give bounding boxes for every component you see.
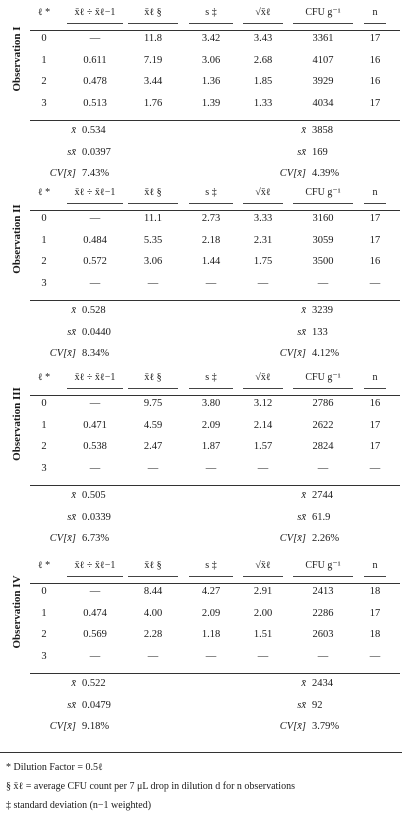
table-cell-s: 3.42 bbox=[201, 33, 221, 44]
column-header-sqrt: √x̄ℓ bbox=[255, 187, 271, 198]
column-header-n: n bbox=[372, 372, 378, 383]
table-cell-xbar: 5.35 bbox=[143, 234, 163, 246]
stat-label-cv-right: CV[x̄] bbox=[279, 168, 306, 179]
stat-label-se-right: sx̄ bbox=[297, 511, 306, 523]
table-cell-s: 3.06 bbox=[201, 54, 221, 66]
column-header-ratio: x̄ℓ ÷ x̄ℓ−1 bbox=[74, 560, 116, 571]
header-underline-sqrt bbox=[243, 576, 283, 577]
table-cell-ratio: 0.538 bbox=[83, 441, 107, 452]
table-cell-n: — bbox=[369, 462, 381, 474]
table-cell-n: 17 bbox=[369, 419, 381, 431]
stat-value-mean-right: 3858 bbox=[312, 125, 333, 136]
table-cell-cfu: 3500 bbox=[312, 256, 334, 267]
stat-label-se-left: sx̄ bbox=[67, 326, 76, 338]
stat-label-mean-right: x̄ bbox=[301, 125, 306, 136]
table-cell-ell: 1 bbox=[41, 419, 47, 431]
stat-value-se-left: 0.0479 bbox=[82, 699, 111, 711]
data-bottom-rule bbox=[30, 485, 400, 486]
header-underline-sqrt bbox=[243, 388, 283, 389]
column-header-xbar: x̄ℓ § bbox=[144, 187, 162, 198]
column-header-xbar: x̄ℓ § bbox=[144, 7, 162, 18]
table-cell-cfu: 2622 bbox=[312, 419, 334, 431]
table-cell-ratio: 0.474 bbox=[83, 607, 107, 619]
column-header-xbar: x̄ℓ § bbox=[144, 560, 162, 571]
table-cell-cfu: 3059 bbox=[312, 234, 334, 246]
column-header-s: s ‡ bbox=[205, 7, 217, 18]
table-cell-cfu: 3929 bbox=[312, 76, 334, 87]
table-cell-ratio: 0.611 bbox=[83, 54, 107, 66]
stat-label-cv-left: CV[x̄] bbox=[49, 348, 76, 359]
header-underline-cfu bbox=[293, 203, 353, 204]
table-cell-ell: 0 bbox=[41, 213, 47, 224]
stat-value-se-left: 0.0339 bbox=[82, 511, 111, 523]
header-underline-n bbox=[364, 23, 386, 24]
data-top-rule bbox=[30, 583, 400, 584]
stat-label-cv-right: CV[x̄] bbox=[279, 533, 306, 544]
table-cell-ell: 3 bbox=[41, 97, 47, 109]
table-cell-sqrt: 2.68 bbox=[253, 54, 273, 66]
table-cell-ell: 0 bbox=[41, 398, 47, 409]
stat-label-se-left: sx̄ bbox=[67, 146, 76, 158]
table-cell-ratio: — bbox=[89, 277, 101, 289]
data-bottom-rule bbox=[30, 300, 400, 301]
table-cell-s: 1.18 bbox=[201, 629, 221, 640]
column-header-ratio: x̄ℓ ÷ x̄ℓ−1 bbox=[74, 187, 116, 198]
table-cell-sqrt: 1.57 bbox=[253, 441, 273, 452]
table-cell-xbar: 2.47 bbox=[143, 441, 163, 452]
column-header-ell: ℓ * bbox=[37, 7, 51, 18]
table-cell-s: 2.09 bbox=[201, 607, 221, 619]
header-underline-xbar bbox=[128, 576, 178, 577]
table-cell-sqrt: 1.33 bbox=[253, 97, 273, 109]
table-cell-s: 4.27 bbox=[201, 586, 221, 597]
stat-label-se-left: sx̄ bbox=[67, 511, 76, 523]
table-cell-ell: 1 bbox=[41, 54, 47, 66]
stat-value-cv-left: 9.18% bbox=[82, 721, 110, 732]
table-cell-cfu: 4107 bbox=[312, 54, 334, 66]
table-cell-ell: 3 bbox=[41, 277, 47, 289]
header-underline-n bbox=[364, 388, 386, 389]
table-cell-s: 2.09 bbox=[201, 419, 221, 431]
table-cell-xbar: 2.28 bbox=[143, 629, 163, 640]
stat-value-cv-right: 4.39% bbox=[312, 168, 340, 179]
stat-value-mean-right: 2434 bbox=[312, 678, 333, 689]
table-cell-n: 17 bbox=[369, 441, 381, 452]
data-bottom-rule bbox=[30, 673, 400, 674]
observation-label: Observation IV bbox=[11, 575, 23, 649]
stat-value-mean-right: 3239 bbox=[312, 305, 333, 316]
table-cell-ratio: 0.471 bbox=[83, 419, 107, 431]
column-header-n: n bbox=[372, 560, 378, 571]
stat-label-cv-left: CV[x̄] bbox=[49, 533, 76, 544]
table-cell-ratio: — bbox=[89, 33, 101, 44]
table-cell-s: — bbox=[205, 277, 217, 289]
header-underline-sqrt bbox=[243, 203, 283, 204]
table-cell-n: 17 bbox=[369, 97, 381, 109]
table-cell-ell: 2 bbox=[41, 441, 47, 452]
data-top-rule bbox=[30, 30, 400, 31]
observation-label: Observation II bbox=[11, 204, 23, 274]
table-cell-ell: 3 bbox=[41, 650, 47, 662]
column-header-n: n bbox=[372, 7, 378, 18]
table-cell-ratio: 0.478 bbox=[83, 76, 107, 87]
table-cell-ell: 2 bbox=[41, 256, 47, 267]
stat-label-mean-left: x̄ bbox=[71, 125, 76, 136]
table-cell-cfu: 3361 bbox=[312, 33, 334, 44]
table-cell-cfu: — bbox=[317, 650, 329, 662]
table-cell-ell: 0 bbox=[41, 586, 47, 597]
header-underline-ratio bbox=[67, 23, 123, 24]
table-cell-xbar: 4.59 bbox=[143, 419, 163, 431]
stat-value-mean-left: 0.534 bbox=[82, 125, 106, 136]
table-cell-sqrt: 3.12 bbox=[253, 398, 273, 409]
table-cell-n: 18 bbox=[369, 586, 381, 597]
table-cell-sqrt: 2.31 bbox=[253, 234, 273, 246]
table-cell-ratio: — bbox=[89, 213, 101, 224]
column-header-cfu: CFU g⁻¹ bbox=[305, 7, 341, 18]
stat-value-se-right: 169 bbox=[312, 146, 328, 158]
table-cell-sqrt: — bbox=[257, 277, 269, 289]
stat-label-mean-left: x̄ bbox=[71, 305, 76, 316]
stat-label-cv-left: CV[x̄] bbox=[49, 721, 76, 732]
stat-label-mean-left: x̄ bbox=[71, 490, 76, 501]
header-underline-n bbox=[364, 576, 386, 577]
table-cell-ratio: 0.513 bbox=[83, 97, 107, 109]
stat-label-mean-right: x̄ bbox=[301, 490, 306, 501]
table-cell-xbar: 9.75 bbox=[143, 398, 163, 409]
column-header-s: s ‡ bbox=[205, 187, 217, 198]
stat-value-cv-right: 4.12% bbox=[312, 348, 340, 359]
table-cell-xbar: — bbox=[147, 277, 159, 289]
column-header-cfu: CFU g⁻¹ bbox=[305, 560, 341, 571]
table-cell-n: — bbox=[369, 277, 381, 289]
table-cell-s: 1.44 bbox=[201, 256, 221, 267]
header-underline-xbar bbox=[128, 388, 178, 389]
header-underline-s bbox=[189, 23, 233, 24]
column-header-sqrt: √x̄ℓ bbox=[255, 372, 271, 383]
footnote: * Dilution Factor = 0.5ℓ bbox=[6, 762, 103, 773]
stat-value-se-right: 133 bbox=[312, 326, 328, 338]
table-cell-cfu: 2824 bbox=[312, 441, 334, 452]
table-cell-s: — bbox=[205, 462, 217, 474]
table-cell-xbar: — bbox=[147, 650, 159, 662]
stat-label-cv-right: CV[x̄] bbox=[279, 721, 306, 732]
table-cell-sqrt: 2.91 bbox=[253, 586, 273, 597]
table-cell-xbar: 8.44 bbox=[143, 586, 163, 597]
stat-value-mean-left: 0.505 bbox=[82, 490, 106, 501]
stat-label-se-right: sx̄ bbox=[297, 326, 306, 338]
header-underline-cfu bbox=[293, 23, 353, 24]
table-cell-ell: 0 bbox=[41, 33, 47, 44]
stat-value-cv-right: 2.26% bbox=[312, 533, 340, 544]
table-cell-xbar: 11.1 bbox=[144, 213, 162, 224]
table-cell-cfu: 2603 bbox=[312, 629, 334, 640]
stat-label-cv-right: CV[x̄] bbox=[279, 348, 306, 359]
stat-label-mean-left: x̄ bbox=[71, 678, 76, 689]
footnote: ‡ standard deviation (n−1 weighted) bbox=[6, 800, 152, 811]
observation-label: Observation III bbox=[11, 387, 23, 461]
table-cell-ell: 2 bbox=[41, 76, 47, 87]
table-cell-ell: 1 bbox=[41, 607, 47, 619]
stat-label-mean-right: x̄ bbox=[301, 678, 306, 689]
header-underline-cfu bbox=[293, 576, 353, 577]
table-cell-xbar: 3.06 bbox=[143, 256, 163, 267]
table-cell-n: 16 bbox=[369, 256, 381, 267]
header-underline-xbar bbox=[128, 23, 178, 24]
stat-value-cv-left: 7.43% bbox=[82, 168, 110, 179]
table-cell-sqrt: 2.14 bbox=[253, 419, 273, 431]
table-cell-ell: 1 bbox=[41, 234, 47, 246]
table-cell-ell: 3 bbox=[41, 462, 47, 474]
stat-value-mean-right: 2744 bbox=[312, 490, 333, 501]
stat-value-cv-left: 8.34% bbox=[82, 348, 110, 359]
stat-value-se-right: 92 bbox=[312, 699, 323, 711]
table-cell-sqrt: — bbox=[257, 650, 269, 662]
table-cell-cfu: 2786 bbox=[312, 398, 334, 409]
stat-value-mean-left: 0.528 bbox=[82, 305, 106, 316]
table-cell-n: 16 bbox=[369, 54, 381, 66]
observation-label: Observation I bbox=[11, 26, 23, 92]
header-underline-ratio bbox=[67, 576, 123, 577]
table-cell-ratio: — bbox=[89, 650, 101, 662]
data-top-rule bbox=[30, 395, 400, 396]
data-bottom-rule bbox=[30, 120, 400, 121]
table-cell-n: 18 bbox=[369, 629, 381, 640]
stat-label-cv-left: CV[x̄] bbox=[49, 168, 76, 179]
table-cell-s: 2.18 bbox=[201, 234, 221, 246]
column-header-ratio: x̄ℓ ÷ x̄ℓ−1 bbox=[74, 372, 116, 383]
table-cell-sqrt: 1.51 bbox=[253, 629, 273, 640]
column-header-ell: ℓ * bbox=[37, 560, 51, 571]
stat-value-se-right: 61.9 bbox=[312, 511, 331, 523]
column-header-s: s ‡ bbox=[205, 372, 217, 383]
table-cell-cfu: 4034 bbox=[312, 97, 334, 109]
table-cell-xbar: 11.8 bbox=[144, 33, 162, 44]
data-top-rule bbox=[30, 210, 400, 211]
column-header-ell: ℓ * bbox=[37, 372, 51, 383]
table-cell-sqrt: — bbox=[257, 462, 269, 474]
table-cell-ratio: — bbox=[89, 462, 101, 474]
stat-value-se-left: 0.0397 bbox=[82, 146, 111, 158]
stat-label-se-right: sx̄ bbox=[297, 699, 306, 711]
table-cell-sqrt: 1.75 bbox=[253, 256, 273, 267]
table-cell-s: 3.80 bbox=[201, 398, 221, 409]
header-underline-s bbox=[189, 388, 233, 389]
column-header-cfu: CFU g⁻¹ bbox=[305, 372, 341, 383]
table-cell-cfu: 2286 bbox=[312, 607, 334, 619]
table-cell-s: — bbox=[205, 650, 217, 662]
table-cell-ratio: 0.484 bbox=[83, 234, 107, 246]
table-cell-n: 17 bbox=[369, 607, 381, 619]
header-underline-sqrt bbox=[243, 23, 283, 24]
table-cell-s: 1.39 bbox=[201, 97, 221, 109]
table-cell-sqrt: 3.43 bbox=[253, 33, 273, 44]
footnote-rule bbox=[0, 752, 402, 753]
footnote: § x̄ℓ = average CFU count per 7 μL drop in dilution d for n observations bbox=[6, 781, 295, 792]
table-cell-sqrt: 3.33 bbox=[253, 213, 273, 224]
stat-value-cv-right: 3.79% bbox=[312, 721, 340, 732]
header-underline-cfu bbox=[293, 388, 353, 389]
table-cell-ratio: — bbox=[89, 398, 101, 409]
table-cell-ratio: 0.572 bbox=[83, 256, 107, 267]
table-cell-n: 17 bbox=[369, 213, 381, 224]
table-cell-ell: 2 bbox=[41, 629, 47, 640]
column-header-s: s ‡ bbox=[205, 560, 217, 571]
header-underline-ratio bbox=[67, 203, 123, 204]
header-underline-xbar bbox=[128, 203, 178, 204]
table-cell-s: 1.87 bbox=[201, 441, 221, 452]
stat-value-cv-left: 6.73% bbox=[82, 533, 110, 544]
table-cell-xbar: 4.00 bbox=[143, 607, 163, 619]
stat-label-se-right: sx̄ bbox=[297, 146, 306, 158]
stat-value-mean-left: 0.522 bbox=[82, 678, 106, 689]
table-cell-ratio: — bbox=[89, 586, 101, 597]
table-cell-xbar: 1.76 bbox=[143, 97, 163, 109]
table-cell-ratio: 0.569 bbox=[83, 629, 107, 640]
stat-label-mean-right: x̄ bbox=[301, 305, 306, 316]
header-underline-s bbox=[189, 576, 233, 577]
column-header-n: n bbox=[372, 187, 378, 198]
table-cell-cfu: — bbox=[317, 277, 329, 289]
table-cell-n: — bbox=[369, 650, 381, 662]
header-underline-s bbox=[189, 203, 233, 204]
table-cell-xbar: 7.19 bbox=[143, 54, 163, 66]
table-cell-cfu: — bbox=[317, 462, 329, 474]
column-header-ell: ℓ * bbox=[37, 187, 51, 198]
column-header-sqrt: √x̄ℓ bbox=[255, 7, 271, 18]
table-cell-cfu: 3160 bbox=[312, 213, 334, 224]
column-header-ratio: x̄ℓ ÷ x̄ℓ−1 bbox=[74, 7, 116, 18]
stat-label-se-left: sx̄ bbox=[67, 699, 76, 711]
header-underline-ratio bbox=[67, 388, 123, 389]
table-cell-n: 17 bbox=[369, 234, 381, 246]
table-cell-n: 17 bbox=[369, 33, 381, 44]
stat-value-se-left: 0.0440 bbox=[82, 326, 111, 338]
column-header-xbar: x̄ℓ § bbox=[144, 372, 162, 383]
column-header-sqrt: √x̄ℓ bbox=[255, 560, 271, 571]
table-cell-xbar: — bbox=[147, 462, 159, 474]
header-underline-n bbox=[364, 203, 386, 204]
table-cell-n: 16 bbox=[369, 76, 381, 87]
table-cell-s: 2.73 bbox=[201, 213, 221, 224]
table-cell-n: 16 bbox=[369, 398, 381, 409]
table-cell-cfu: 2413 bbox=[312, 586, 334, 597]
column-header-cfu: CFU g⁻¹ bbox=[305, 187, 341, 198]
table-cell-sqrt: 1.85 bbox=[253, 76, 273, 87]
table-cell-sqrt: 2.00 bbox=[253, 607, 273, 619]
table-cell-xbar: 3.44 bbox=[143, 76, 163, 87]
table-cell-s: 1.36 bbox=[201, 76, 221, 87]
